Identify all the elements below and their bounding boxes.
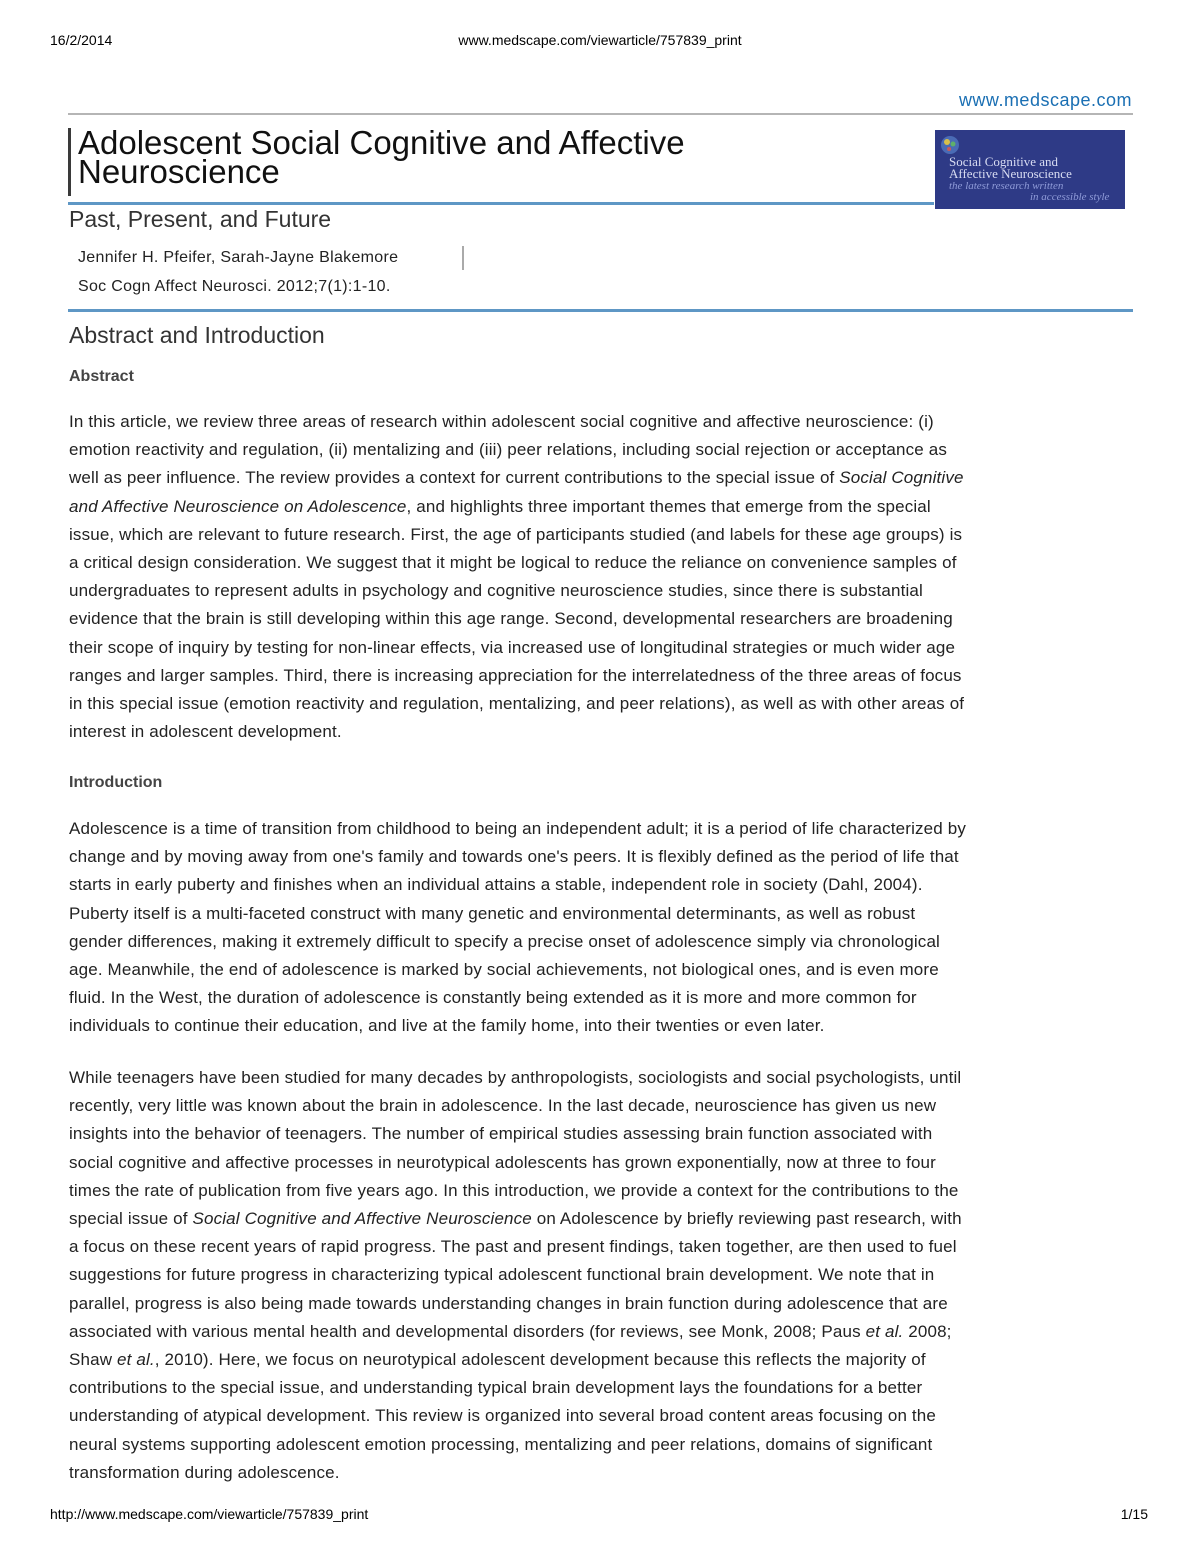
text-line: insights into the behavior of teenagers. The number of empirical studies assessing brain function associated with	[69, 1124, 933, 1144]
text-line: individuals to continue their education, and live at the family home, into their twenties or even later.	[69, 1016, 825, 1036]
section-divider	[68, 309, 1133, 312]
text-line: emotion reactivity and regulation, (ii) mentalizing and (iii) peer relations, including social rejection or acceptance as	[69, 440, 948, 460]
logo-tagline: the latest research written	[949, 180, 1064, 192]
text-line: Adolescence is a time of transition from childhood to being an independent adult; it is a period of life characterized by	[69, 819, 967, 838]
introduction-paragraph	[69, 1064, 1135, 1487]
medscape-home-link[interactable]: www.medscape.com	[958, 90, 1132, 110]
text-line: recently, very little was known about the brain in adolescence. In the last decade, neuroscience has given us new	[69, 1096, 937, 1116]
abstract-heading: Abstract	[69, 368, 134, 385]
citation-italic: et al.	[865, 1321, 904, 1341]
introduction-paragraph	[69, 815, 1135, 1041]
text-line: fluid. In the West, the duration of adolescence is constantly being extended as it is more and more common for	[69, 988, 917, 1008]
text-line: special issue of Social Cognitive and Affective Neuroscience on Adolescence by briefly reviewing past research, with	[69, 1209, 962, 1229]
journal-name-italic: Social Cognitive	[839, 468, 964, 488]
text-line: change and by moving away from one's family and towards one's peers. It is flexibly defined as the period of life that	[69, 847, 959, 867]
author-divider	[462, 246, 464, 270]
authors-text[interactable]: Jennifer H. Pfeifer, Sarah-Jayne Blakemore	[78, 249, 399, 266]
text-line: ranges and larger samples. Third, there is increasing appreciation for the interrelatedness of the three areas of focus	[69, 665, 962, 685]
text-line: suggestions for future progress in characterizing typical adolescent functional brain development. We note that in	[69, 1265, 935, 1285]
text-line: neural systems supporting adolescent emotion processing, mentalizing and peer relations, domains of significant	[69, 1434, 933, 1454]
text-line: gender differences, making it extremely difficult to specify a precise onset of adolescence simply via chronological	[69, 931, 940, 951]
text-line: a critical design consideration. We suggest that it might be logical to reduce the reliance on convenience samples of	[69, 553, 957, 573]
abstract-paragraph	[69, 408, 1135, 746]
title-block	[68, 124, 918, 190]
text-line: transformation during adolescence.	[69, 1462, 340, 1482]
text-line: age. Meanwhile, the end of adolescence is marked by social achievements, not biological ones, and is even more	[69, 960, 939, 980]
introduction-heading: Introduction	[69, 774, 163, 791]
text-line: associated with various mental health and developmental disorders (for reviews, see Monk, 2008; Paus et al. 2008;	[69, 1321, 952, 1341]
text-line: their scope of inquiry by testing for non-linear effects, via increased use of longitudinal strategies or much wider age	[69, 637, 956, 657]
header-divider	[68, 113, 1133, 115]
text-line: interest in adolescent development.	[69, 722, 342, 742]
logo-text: Affective Neuroscience	[949, 166, 1072, 181]
article-title-line: Neuroscience	[78, 153, 280, 190]
text-line: While teenagers have been studied for many decades by anthropologists, sociologists and social psychologists, until	[69, 1068, 962, 1087]
text-line: in this special issue (emotion reactivity and regulation, mentalizing, and peer relations), as well as with other areas of	[69, 694, 965, 714]
text-line: and Affective Neuroscience on Adolescence, and highlights three important themes that emerge from the special	[69, 496, 931, 516]
title-divider	[68, 202, 934, 205]
text-line: understanding of atypical development. This review is organized into several broad content areas focusing on the	[69, 1406, 936, 1426]
print-date: 16/2/2014	[50, 32, 113, 48]
logo-tagline: in accessible style	[1030, 191, 1110, 203]
text-line: contributions to the special issue, and understanding typical brain development lays the foundations for a better	[69, 1378, 923, 1398]
footer-url: http://www.medscape.com/viewarticle/757839_print	[50, 1506, 369, 1522]
section-heading: Abstract and Introduction	[69, 322, 325, 348]
text-line: parallel, progress is also being made towards understanding changes in brain function during adolescence that are	[69, 1293, 948, 1313]
text-line: issue, which are relevant to future research. First, the age of participants studied (and labels for these age groups) is	[69, 524, 963, 544]
brain-scan-icon	[939, 134, 961, 156]
text-line: evidence that the brain is still developing within this age range. Second, developmental researchers are broadening	[69, 609, 953, 629]
author-list[interactable]	[78, 249, 398, 267]
text-line: times the rate of publication from five years ago. In this introduction, we provide a context for the contributions to the	[69, 1180, 959, 1200]
journal-logo[interactable]	[935, 130, 1125, 209]
text-line: well as peer influence. The review provides a context for current contributions to the special issue of Social Cognitive	[69, 468, 964, 488]
text-line: Puberty itself is a multi-faceted construct with many genetic and environmental determinants, as well as robust	[69, 903, 916, 923]
text-line: In this article, we review three areas of research within adolescent social cognitive and affective neuroscience: (i)	[69, 412, 934, 431]
journal-name-italic: and Affective Neuroscience on Adolescence	[69, 496, 407, 516]
citation-italic: et al.	[117, 1350, 155, 1370]
article-subtitle: Past, Present, and Future	[69, 206, 332, 232]
journal-name-italic: Social Cognitive and Affective Neuroscience	[192, 1209, 532, 1229]
text-line: undergraduates to represent adults in psychology and cognitive neuroscience studies, since there is substantial	[69, 581, 923, 601]
text-line: starts in early puberty and finishes when an individual attains a stable, independent role in society (Dahl, 2004).	[69, 875, 923, 895]
text-line: a focus on these recent years of rapid progress. The past and present findings, taken together, are then used to fuel	[69, 1237, 957, 1257]
print-header	[0, 32, 1200, 50]
title-accent-bar	[68, 128, 71, 196]
citation: Soc Cogn Affect Neurosci. 2012;7(1):1-10.	[78, 278, 391, 295]
text-line: Shaw et al., 2010). Here, we focus on neurotypical adolescent development because this reflects the majority of	[69, 1350, 926, 1370]
print-footer	[0, 1506, 1200, 1524]
print-url: www.medscape.com/viewarticle/757839_print	[458, 32, 742, 48]
page-number: 1/15	[1120, 1506, 1148, 1522]
article-title	[78, 124, 918, 190]
logo-text: Social Cognitive and	[949, 154, 1059, 169]
article-title-line: Adolescent Social Cognitive and Affective	[78, 124, 685, 161]
text-line: social cognitive and affective processes in neurotypical adolescents has grown exponentially, now at three to four	[69, 1152, 936, 1172]
